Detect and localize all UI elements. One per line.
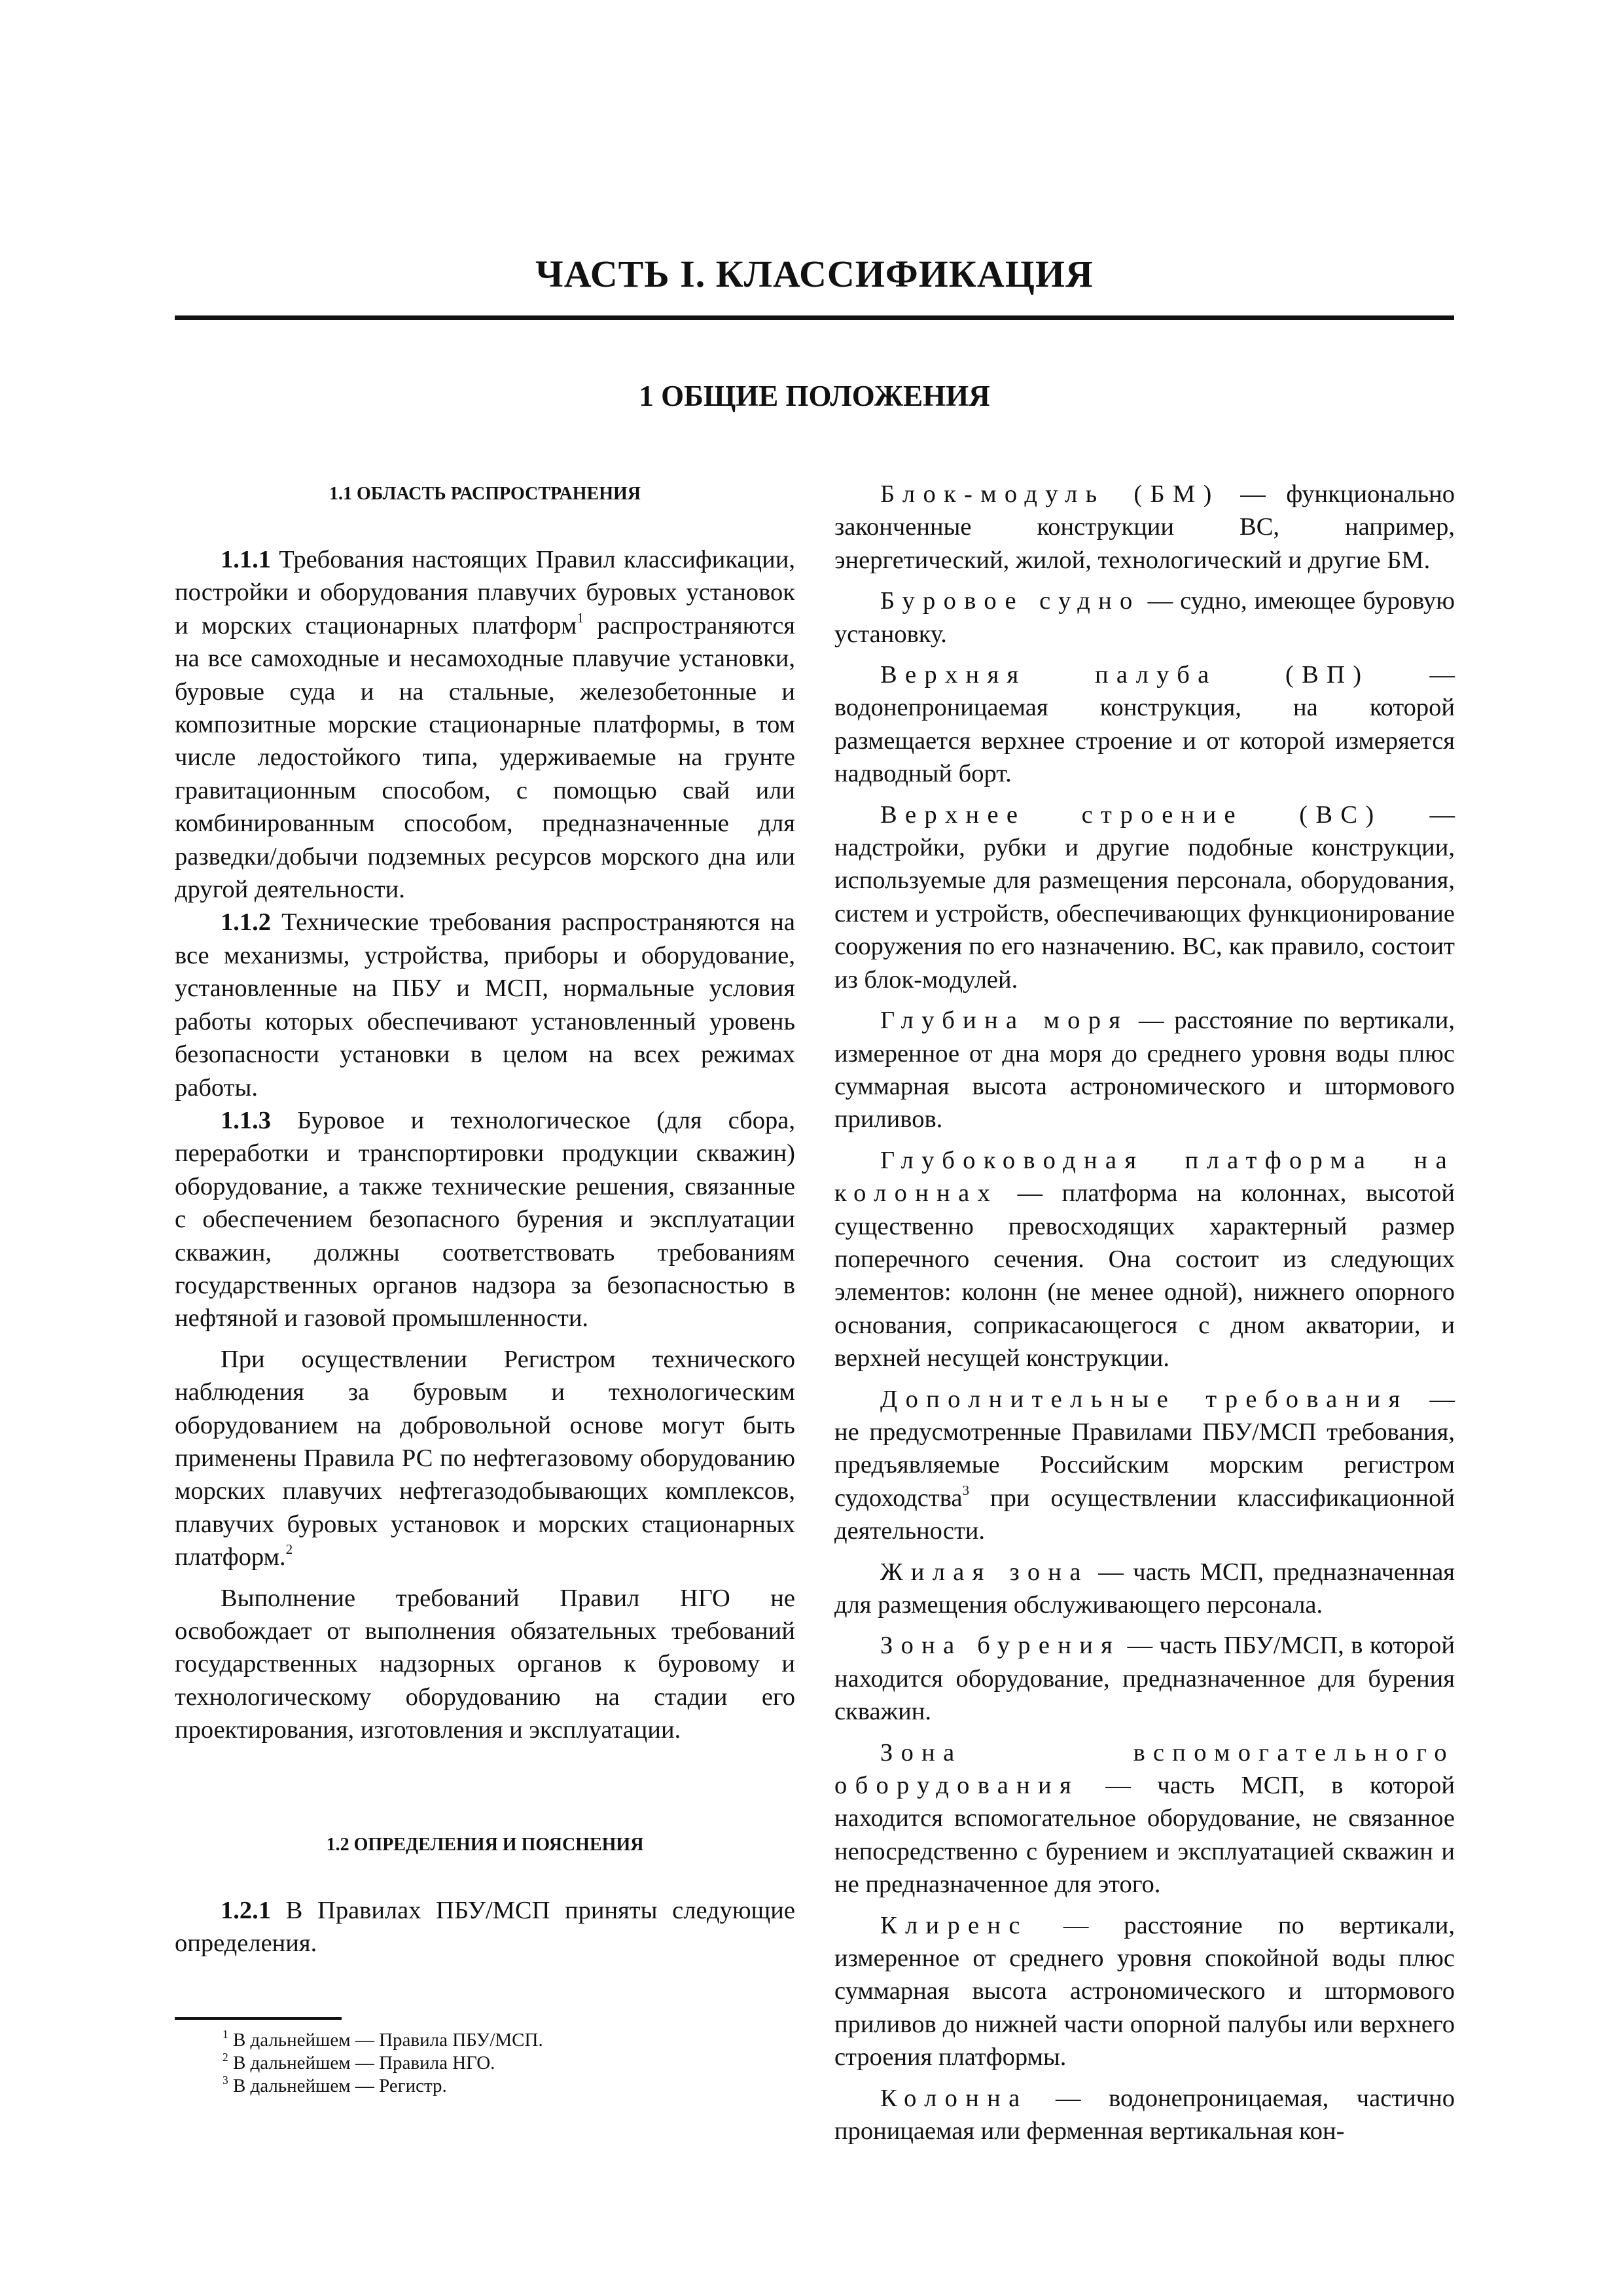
definition-term: Глубина моря [880,1007,1129,1035]
footnote-text: В дальнейшем — Правила НГО. [228,2053,495,2073]
clause-number: 1.1.3 [221,1106,271,1134]
definition-item [834,1144,1455,1375]
part-title: ЧАСТЬ I. КЛАССИФИКАЦИЯ [535,253,1094,295]
footnote-rule [175,2017,342,2020]
definition-text: — часть МСП, предназначенная для размещения обслуживающего персонала. [834,1558,1455,1619]
clause-text: Требования настоящих Правил классификации, постройки и оборудования плавучих буровых установок и морских стационарных платформ [175,546,795,639]
paragraph-1-1-3 [175,1104,795,1335]
footnotes [223,2029,798,2098]
title-rule [175,315,1454,320]
footnote-number: 3 [223,2073,228,2087]
footnote-ref[interactable]: 3 [962,1482,970,1498]
paragraph-1-1-1 [175,543,795,906]
definition-item [834,584,1455,651]
definition-text: — надстройки, рубки и другие подобные конструкции, используемые для размещения персонала, оборудования, систем и устройств, обеспечивающих функционирование сооружения по его назначению. ВС, как правило, состоит из блок-модулей. [834,800,1455,994]
definition-text: — водонепроницаемая конструкция, на которой размещается верхнее строение и от которой измеряется надводный борт. [834,661,1455,788]
definition-term: Буровое судно [880,587,1141,615]
definition-text: — не предусмотренные Правилами ПБУ/МСП требования, предъявляемые Российским морским регистром судоходства [834,1385,1455,1512]
clause-text: распространяются на все самоходные и несамоходные плавучие установки, буровые суда и на стальные, железобетонные и композитные морские стационарные платформы, в том числе ледостойкого типа, удерживаемые на грунте гравитационным способом, с помощью свай или комбинированным способом, предназначенные для разведки/добычи подземных ресурсов морского дна или другой деятельности. [175,611,795,904]
definition-text: — судно, имеющее буровую установку. [834,587,1455,648]
right-column [834,478,1455,2148]
definition-text: — водонепроницаемая, частично проницаемая или ферменная вертикальная кон- [834,2084,1455,2145]
footnote-ref[interactable]: 1 [577,609,584,626]
footnote-ref[interactable]: 2 [285,1541,293,1558]
paragraph-text: При осуществлении Регистром технического наблюдения за буровым и технологическим оборудованием на добровольной основе могут быть применены Правила РС по нефтегазовому оборудованию морских плавучих нефтегазодобывающих комплексов, плавучих буровых установок и морских стационарных платформ. [175,1345,795,1571]
paragraph-1-1-2 [175,906,795,1103]
definition-item [834,1629,1455,1728]
clause-text: Технические требования распространяются на все механизмы, устройства, приборы и оборудование, установленные на ПБУ и МСП, нормальные условия работы которых обеспечивают установленный уровень безопасности установки в целом на всех режимах работы. [175,908,795,1102]
definition-text: при осуществлении классификационной деятельности. [834,1484,1455,1545]
footnote-number: 1 [223,2027,228,2041]
clause-number: 1.1.2 [221,908,271,937]
left-column [175,478,795,1960]
paragraph-1-2-1 [175,1894,795,1960]
clause-number: 1.1.1 [221,546,271,573]
footnote-number: 2 [223,2050,228,2064]
clause-text: Буровое и технологическое (для сбора, переработки и транспортировки продукции скважин) оборудование, а также технические решения, связанные с обеспечением безопасного бурения и эксплуатации скважин, должны соответствовать требованиям государственных органов надзора за безопасностью в нефтяной и газовой промышленности. [175,1106,795,1333]
definition-term: Верхнее строение (ВС) [880,800,1382,829]
footnote-item [223,2029,798,2052]
definition-text: — часть МСП, в которой находится вспомогательное оборудование, не связанное непосредственно с бурением и эксплуатацией скважин и не предназначенное для этого. [834,1772,1455,1899]
definition-term: Клиренс [880,1911,1028,1939]
footnote-text: В дальнейшем — Правила ПБУ/МСП. [228,2030,543,2051]
heading-1-2: 1.2 ОПРЕДЕЛЕНИЯ И ПОЯСНЕНИЯ [326,1834,644,1855]
definition-term: Колонна [880,2084,1028,2112]
paragraph-ngo-rules: Выполнение требований Правил НГО не освобождает от выполнения обязательных требований государственных надзорных органов к буровому и технологическому оборудованию на стадии его проектирования, изготовления и эксплуатации. [175,1584,795,1744]
definition-item [834,478,1455,577]
definition-text: — функционально законченные конструкции ВС, например, энергетический, жилой, технологический и другие БМ. [834,480,1455,574]
heading-1-1: 1.1 ОБЛАСТЬ РАСПРОСТРАНЕНИЯ [329,484,641,504]
definition-item [834,1383,1455,1548]
clause-text: В Правилах ПБУ/МСП приняты следующие определения. [175,1896,795,1958]
definition-term: Зона бурения [880,1632,1121,1660]
section-title: 1 ОБЩИЕ ПОЛОЖЕНИЯ [639,380,990,412]
definition-term: Глубоководная платформа на колоннах [834,1146,1455,1208]
definition-term: Дополнительные требования [880,1385,1408,1413]
definition-item [834,658,1455,791]
footnote-text: В дальнейшем — Регистр. [228,2075,447,2096]
definition-text: — платформа на колоннах, высотой существенно превосходящих характерный размер поперечного сечения. Она состоит из следующих элементов: колонн (не менее одной), нижнего опорного основания, соприкасающегося с дном акватории, и верхней несущей конструкции. [834,1179,1455,1372]
definition-item [834,1004,1455,1136]
definition-item [834,2082,1455,2148]
definition-item [834,1909,1455,2074]
paragraph-rs-rules [175,1343,795,1574]
definition-text: — расстояние по вертикали, измеренное от среднего уровня спокойной воды плюс суммарная высота астрономического и штормового приливов до нижней части опорной палубы или верхнего строения платформы. [834,1911,1455,2072]
definition-text: — часть ПБУ/МСП, в которой находится оборудование, предназначенное для бурения скважин. [834,1632,1455,1726]
definition-term: Верхняя палуба (ВП) [880,661,1370,689]
definition-term: Зона вспомогательного оборудования [834,1738,1455,1800]
definition-term: Жилая зона [880,1558,1089,1586]
definition-item [834,1556,1455,1622]
definition-term: Блок-модуль (БМ) [880,480,1220,508]
footnote-item [223,2052,798,2075]
footnote-item [223,2075,798,2098]
definition-item [834,1736,1455,1901]
clause-number: 1.2.1 [221,1896,271,1924]
definition-text: — расстояние по вертикали, измеренное от дна моря до среднего уровня воды плюс суммарная высота астрономического и штормового приливов. [834,1007,1455,1134]
definition-item [834,798,1455,996]
